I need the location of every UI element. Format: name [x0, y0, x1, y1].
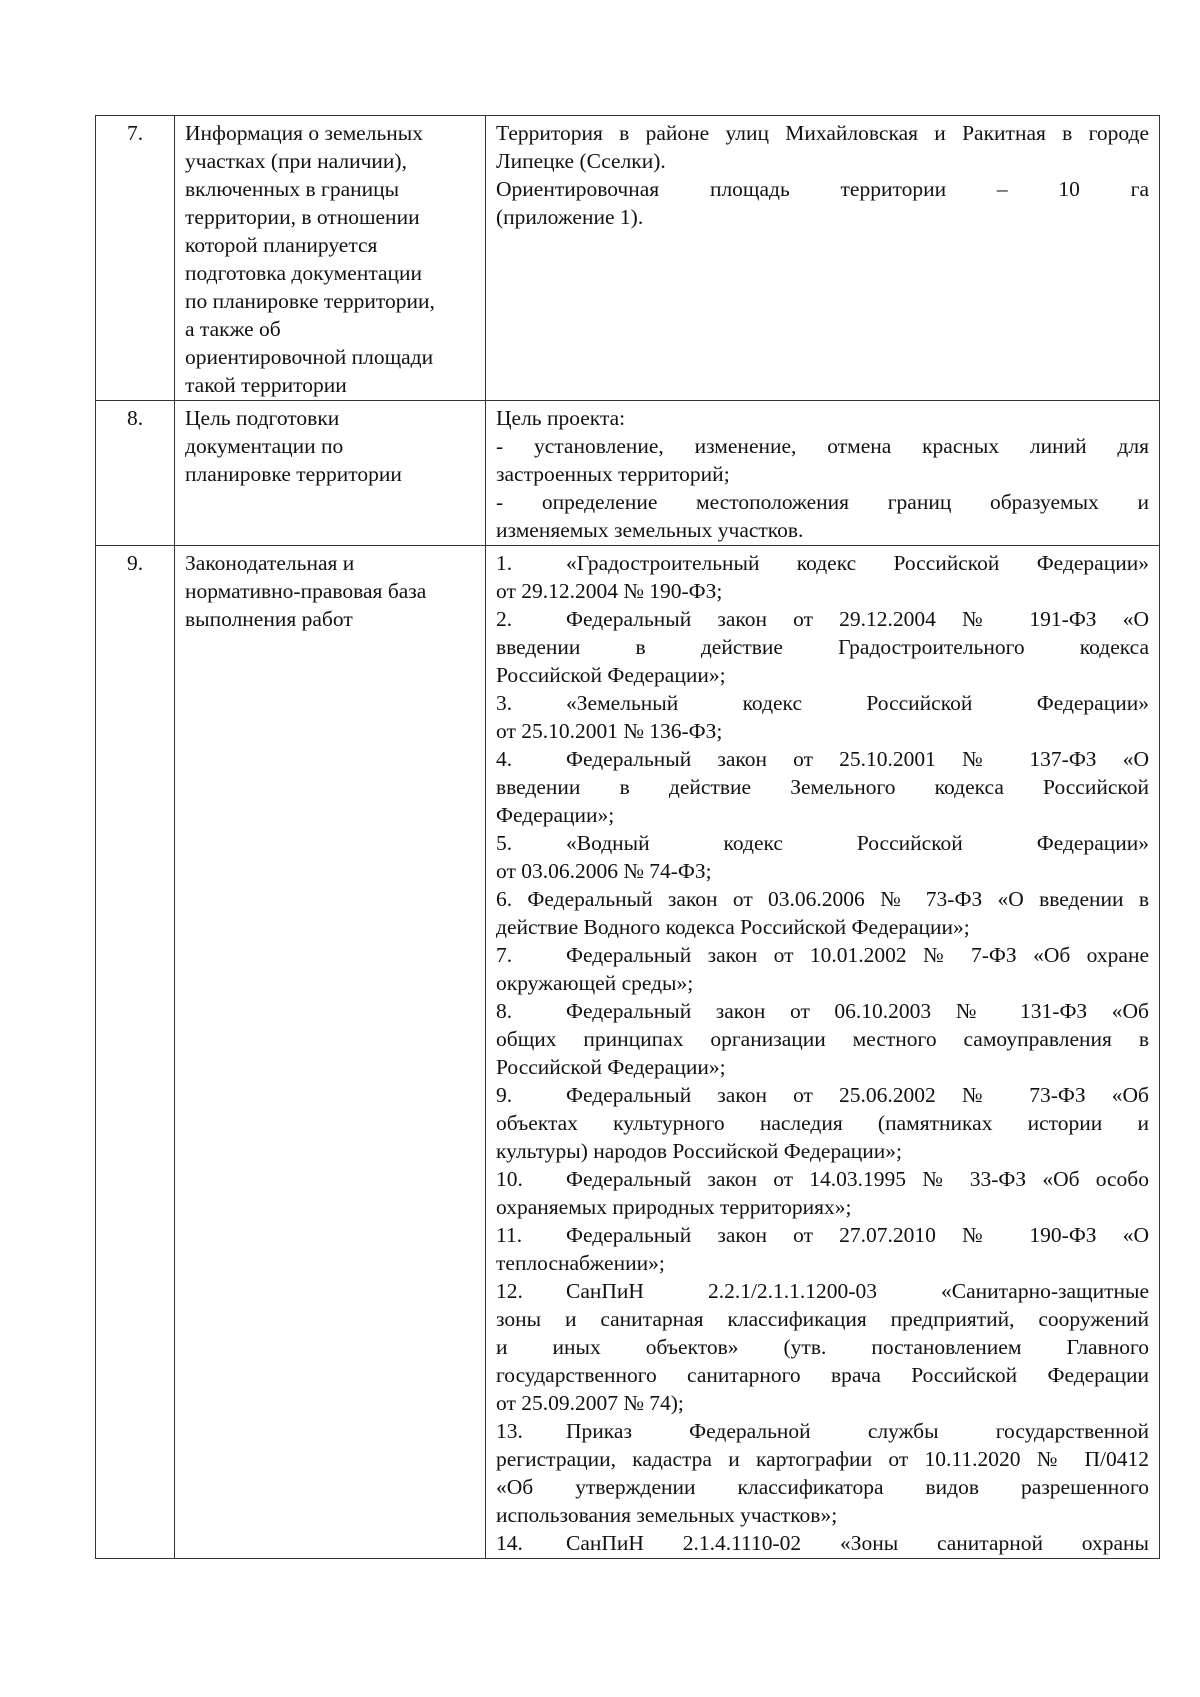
label-line: нормативно-правовая база [185, 579, 427, 603]
legal-item-first-line [496, 689, 1149, 717]
label-line: документации по [185, 434, 344, 458]
row-label [175, 116, 486, 401]
row-content [486, 116, 1160, 401]
legal-item-line: Российской Федерации»; [496, 663, 726, 687]
legal-list-item [496, 1221, 1149, 1277]
legal-item-line: действие Водного кодекса Российской Федерации»; [496, 915, 970, 939]
label-line: Информация о земельных [185, 121, 423, 145]
legal-item-text: Федеральный закон от 10.01.2002 № 7-ФЗ «Об охране [566, 943, 1149, 967]
legal-item-first-line [496, 549, 1149, 577]
content-line: изменяемых земельных участков. [496, 518, 804, 542]
legal-item-line: введении в действие Градостроительного кодекса [496, 635, 1149, 659]
legal-item-text: Федеральный закон от 29.12.2004 № 191-ФЗ «О [566, 607, 1149, 631]
table-row [96, 116, 1160, 401]
legal-item-first-line [496, 605, 1149, 633]
legal-item-number: 5. [496, 831, 513, 855]
legal-item-text: Федеральный закон от 25.10.2001 № 137-ФЗ «О [566, 747, 1149, 771]
legal-item-line: общих принципах организации местного самоуправления в [496, 1027, 1149, 1051]
content-line: Территория в районе улиц Михайловская и Ракитная в городе [496, 121, 1149, 145]
legal-item-number: 11. [496, 1223, 523, 1247]
label-line: а также об [185, 317, 281, 341]
legal-item-first-line [496, 1277, 1149, 1305]
legal-item-number: 2. [496, 607, 513, 631]
legal-item-text: Приказ Федеральной службы государственной [566, 1419, 1149, 1443]
label-line: Цель подготовки [185, 406, 340, 430]
legal-list-item [496, 745, 1149, 829]
label-line: участках (при наличии), [185, 149, 407, 173]
legal-item-line: от 25.10.2001 № 136-ФЗ; [496, 719, 723, 743]
content-line: - установление, изменение, отмена красных линий для [496, 434, 1149, 458]
legal-item-first-line [496, 1081, 1149, 1109]
row-number: 9. [96, 546, 175, 1559]
legal-item-number: 7. [496, 943, 513, 967]
legal-item-first-line [496, 1165, 1149, 1193]
legal-item-line: государственного санитарного врача Российской Федерации [496, 1363, 1149, 1387]
legal-item-number: 12. [496, 1279, 523, 1303]
legal-item-number: 1. [496, 551, 513, 575]
legal-item-first-line [496, 829, 1149, 857]
legal-item-first-line [496, 1529, 1149, 1557]
legal-item-first-line [496, 941, 1149, 969]
legal-list-item [496, 941, 1149, 997]
legal-item-text: Федеральный закон от 06.10.2003 № 131-ФЗ «Об [566, 999, 1149, 1023]
label-line: подготовка документации [185, 261, 423, 285]
content-line: Цель проекта: [496, 406, 626, 430]
legal-item-number: 10. [496, 1167, 523, 1191]
legal-list-item [496, 1529, 1149, 1557]
legal-list-item [496, 1417, 1149, 1529]
legal-item-number: 4. [496, 747, 513, 771]
label-line: территории, в отношении [185, 205, 420, 229]
row-label [175, 401, 486, 546]
document-page [95, 115, 1160, 1559]
row-number: 7. [96, 116, 175, 401]
legal-item-line: введении в действие Земельного кодекса Российской [496, 775, 1149, 799]
label-line: включенных в границы [185, 177, 400, 201]
legal-item-number: 13. [496, 1419, 523, 1443]
row-content [486, 401, 1160, 546]
content-line: застроенных территорий; [496, 462, 730, 486]
content-line: - определение местоположения границ образуемых и [496, 490, 1149, 514]
legal-item-first-line [496, 745, 1149, 773]
legal-item-line: окружающей среды»; [496, 971, 694, 995]
row-number: 8. [96, 401, 175, 546]
label-line: такой территории [185, 373, 347, 397]
legal-item-text: СанПиН 2.1.4.1110-02 «Зоны санитарной охраны [566, 1531, 1149, 1555]
label-line: Законодательная и [185, 551, 355, 575]
legal-item-line: культуры) народов Российской Федерации»; [496, 1139, 902, 1163]
legal-list-item [496, 689, 1149, 745]
legal-list-item [496, 549, 1149, 605]
specification-table [95, 115, 1160, 1559]
legal-item-line: Федерации»; [496, 803, 615, 827]
legal-item-line: Российской Федерации»; [496, 1055, 726, 1079]
legal-list-item [496, 829, 1149, 885]
legal-list-item [496, 605, 1149, 689]
legal-item-line: от 25.09.2007 № 74); [496, 1391, 684, 1415]
legal-item-text: СанПиН 2.2.1/2.1.1.1200-03 «Санитарно-защитные [566, 1279, 1149, 1303]
legal-item-line: регистрации, кадастра и картографии от 10.11.2020 № П/0412 [496, 1447, 1149, 1471]
legal-item-line: от 29.12.2004 № 190-ФЗ; [496, 579, 723, 603]
legal-item-text: «Земельный кодекс Российской Федерации» [566, 691, 1149, 715]
legal-item-line: «Об утверждении классификатора видов разрешенного [496, 1475, 1149, 1499]
legal-list-item [496, 1165, 1149, 1221]
legal-item-text: Федеральный закон от 25.06.2002 № 73-ФЗ «Об [566, 1083, 1149, 1107]
legal-item-number: 3. [496, 691, 513, 715]
legal-item-line: от 03.06.2006 № 74-ФЗ; [496, 859, 712, 883]
legal-list-item [496, 885, 1149, 941]
legal-item-line: использования земельных участков»; [496, 1503, 838, 1527]
legal-item-text: «Градостроительный кодекс Российской Федерации» [566, 551, 1149, 575]
label-line: которой планируется [185, 233, 378, 257]
legal-item-text: 6. Федеральный закон от 03.06.2006 № 73-ФЗ «О введении в [496, 887, 1149, 911]
legal-list-item [496, 997, 1149, 1081]
legal-item-text: Федеральный закон от 27.07.2010 № 190-ФЗ «О [566, 1223, 1149, 1247]
table-row [96, 401, 1160, 546]
legal-item-text: «Водный кодекс Российской Федерации» [566, 831, 1149, 855]
legal-basis-list [486, 546, 1160, 1559]
legal-item-line: охраняемых природных территориях»; [496, 1195, 852, 1219]
legal-item-line: объектах культурного наследия (памятниках истории и [496, 1111, 1149, 1135]
content-line: Ориентировочная площадь территории – 10 га [496, 177, 1149, 201]
legal-list-item [496, 1081, 1149, 1165]
label-line: планировке территории [185, 462, 402, 486]
row-label [175, 546, 486, 1559]
content-line: Липецке (Сселки). [496, 149, 666, 173]
legal-item-line: зоны и санитарная классификация предприятий, сооружений [496, 1307, 1149, 1331]
legal-item-line: и иных объектов» (утв. постановлением Главного [496, 1335, 1149, 1359]
legal-item-line: теплоснабжении»; [496, 1251, 665, 1275]
legal-item-first-line [496, 1221, 1149, 1249]
legal-item-first-line [496, 1417, 1149, 1445]
content-line: (приложение 1). [496, 205, 644, 229]
legal-item-first-line [496, 885, 1149, 913]
legal-item-text: Федеральный закон от 14.03.1995 № 33-ФЗ «Об особо [566, 1167, 1149, 1191]
legal-item-number: 8. [496, 999, 513, 1023]
label-line: ориентировочной площади [185, 345, 434, 369]
table-row [96, 546, 1160, 1559]
legal-list-item [496, 1277, 1149, 1417]
label-line: по планировке территории, [185, 289, 435, 313]
label-line: выполнения работ [185, 607, 353, 631]
legal-item-number: 14. [496, 1531, 523, 1555]
legal-item-number: 9. [496, 1083, 513, 1107]
legal-item-first-line [496, 997, 1149, 1025]
